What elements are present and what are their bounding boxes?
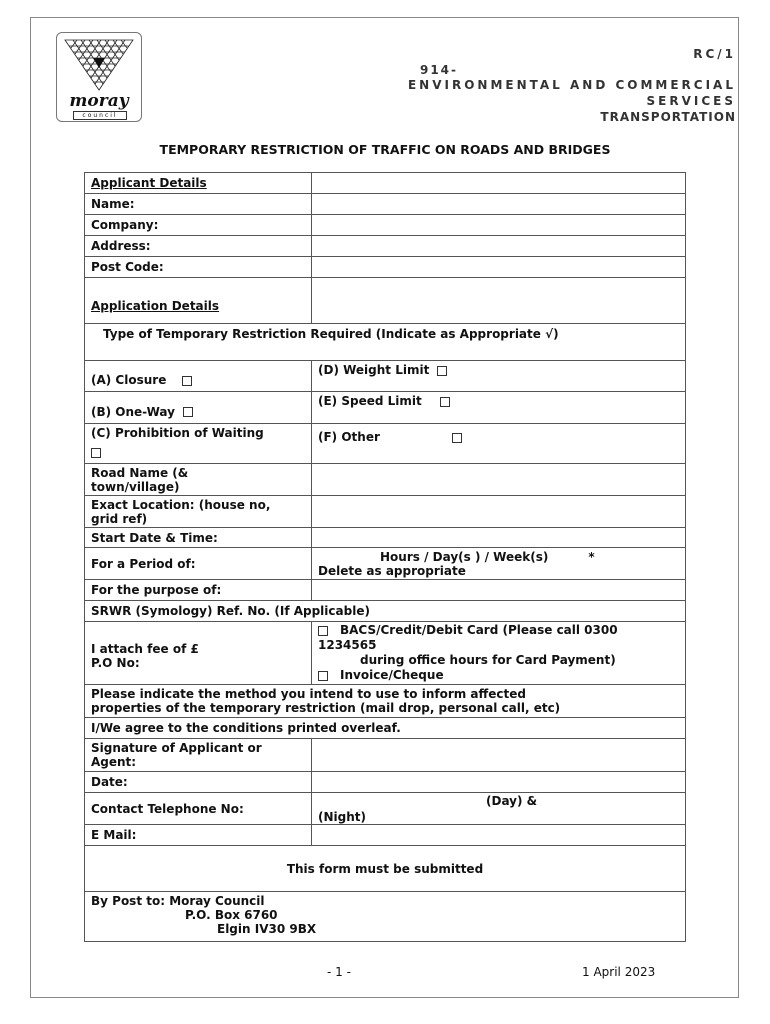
day-label: (Day) & bbox=[486, 793, 538, 808]
option-prohibition-of-waiting[interactable]: (C) Prohibition of Waiting bbox=[85, 424, 312, 464]
applicant-details-heading: Applicant Details bbox=[85, 173, 312, 194]
restriction-type-heading: Type of Temporary Restriction Required (Indicate as Appropriate √) bbox=[85, 324, 686, 361]
applicant-details-blank bbox=[312, 173, 686, 194]
pay-by-card-option[interactable]: BACS/Credit/Debit Card (Please call 0300 bbox=[318, 623, 679, 638]
card-payment-checkbox[interactable] bbox=[318, 626, 328, 636]
signature-field[interactable] bbox=[312, 739, 686, 772]
form-code: RC/1 bbox=[693, 47, 736, 61]
inform-method-prompt[interactable]: Please indicate the method you intend to use to inform affected properties of the temporary restriction (mail drop, personal call, etc) bbox=[85, 685, 686, 718]
date-field[interactable] bbox=[312, 772, 686, 793]
application-details-heading: Application Details bbox=[85, 278, 312, 324]
address-field[interactable] bbox=[312, 236, 686, 257]
one-way-checkbox[interactable] bbox=[183, 407, 193, 417]
period-asterisk: * bbox=[588, 549, 595, 564]
purpose-field[interactable] bbox=[312, 580, 686, 601]
pay-by-card-phone: 1234565 bbox=[318, 638, 377, 652]
post-code-field[interactable] bbox=[312, 257, 686, 278]
pay-by-invoice-option[interactable]: Invoice/Cheque bbox=[318, 668, 679, 683]
application-form bbox=[84, 172, 686, 942]
application-details-blank bbox=[312, 278, 686, 324]
prohibition-of-waiting-checkbox[interactable] bbox=[91, 448, 101, 458]
road-name-field[interactable] bbox=[312, 464, 686, 496]
closure-checkbox[interactable] bbox=[182, 376, 192, 386]
invoice-checkbox[interactable] bbox=[318, 671, 328, 681]
company-label: Company: bbox=[85, 215, 312, 236]
other-checkbox[interactable] bbox=[452, 433, 462, 443]
start-date-field[interactable] bbox=[312, 528, 686, 548]
postal-address: By Post to: Moray Council P.O. Box 6760 Elgin IV30 9BX bbox=[85, 892, 686, 942]
exact-location-field[interactable] bbox=[312, 496, 686, 528]
purpose-label: For the purpose of: bbox=[85, 580, 312, 601]
period-units: Hours / Day(s ) / Week(s) bbox=[380, 549, 549, 564]
department-services: SERVICES bbox=[646, 94, 736, 108]
address-label: Address: bbox=[85, 236, 312, 257]
name-label: Name: bbox=[85, 194, 312, 215]
option-weight-limit[interactable]: (D) Weight Limit bbox=[312, 361, 686, 392]
agree-conditions: I/We agree to the conditions printed overleaf. bbox=[85, 718, 686, 739]
post-code-label: Post Code: bbox=[85, 257, 312, 278]
contact-telephone-label: Contact Telephone No: bbox=[85, 793, 312, 825]
logo-subtitle: council bbox=[73, 111, 127, 120]
department-code: 914- bbox=[419, 63, 458, 77]
srwr-ref-label: SRWR (Symology) Ref. No. (If Applicable) bbox=[85, 601, 686, 622]
road-name-label: Road Name (& town/village) bbox=[85, 464, 312, 496]
weight-limit-checkbox[interactable] bbox=[437, 366, 447, 376]
page-number: - 1 - bbox=[327, 965, 351, 979]
contact-telephone-field[interactable] bbox=[312, 793, 686, 825]
department-name: ENVIRONMENTAL AND COMMERCIAL bbox=[407, 78, 736, 92]
option-closure[interactable]: (A) Closure bbox=[85, 361, 312, 392]
logo-wordmark: moray bbox=[69, 91, 129, 111]
night-label: (Night) bbox=[318, 809, 366, 824]
period-field[interactable] bbox=[312, 548, 686, 580]
email-field[interactable] bbox=[312, 825, 686, 846]
triangle-grid-icon bbox=[63, 36, 135, 92]
company-field[interactable] bbox=[312, 215, 686, 236]
department-transportation: TRANSPORTATION bbox=[600, 110, 736, 124]
page-title: TEMPORARY RESTRICTION OF TRAFFIC ON ROADS AND BRIDGES bbox=[159, 142, 611, 157]
start-date-label: Start Date & Time: bbox=[85, 528, 312, 548]
option-one-way[interactable]: (B) One-Way bbox=[85, 392, 312, 424]
moray-council-logo bbox=[56, 32, 142, 122]
date-label: Date: bbox=[85, 772, 312, 793]
signature-label: Signature of Applicant or Agent: bbox=[85, 739, 312, 772]
exact-location-label: Exact Location: (house no, grid ref) bbox=[85, 496, 312, 528]
period-delete-note: Delete as appropriate bbox=[318, 563, 466, 578]
footer-date: 1 April 2023 bbox=[582, 965, 656, 979]
fee-and-po-labels: I attach fee of £ P.O No: bbox=[85, 622, 312, 685]
option-speed-limit[interactable]: (E) Speed Limit bbox=[312, 392, 686, 424]
payment-method-options bbox=[312, 622, 686, 685]
option-other[interactable]: (F) Other bbox=[312, 424, 686, 464]
name-field[interactable] bbox=[312, 194, 686, 215]
speed-limit-checkbox[interactable] bbox=[440, 397, 450, 407]
pay-by-card-hours: during office hours for Card Payment) bbox=[360, 653, 616, 667]
submission-note: This form must be submitted bbox=[85, 846, 686, 892]
period-label: For a Period of: bbox=[85, 548, 312, 580]
email-label: E Mail: bbox=[85, 825, 312, 846]
